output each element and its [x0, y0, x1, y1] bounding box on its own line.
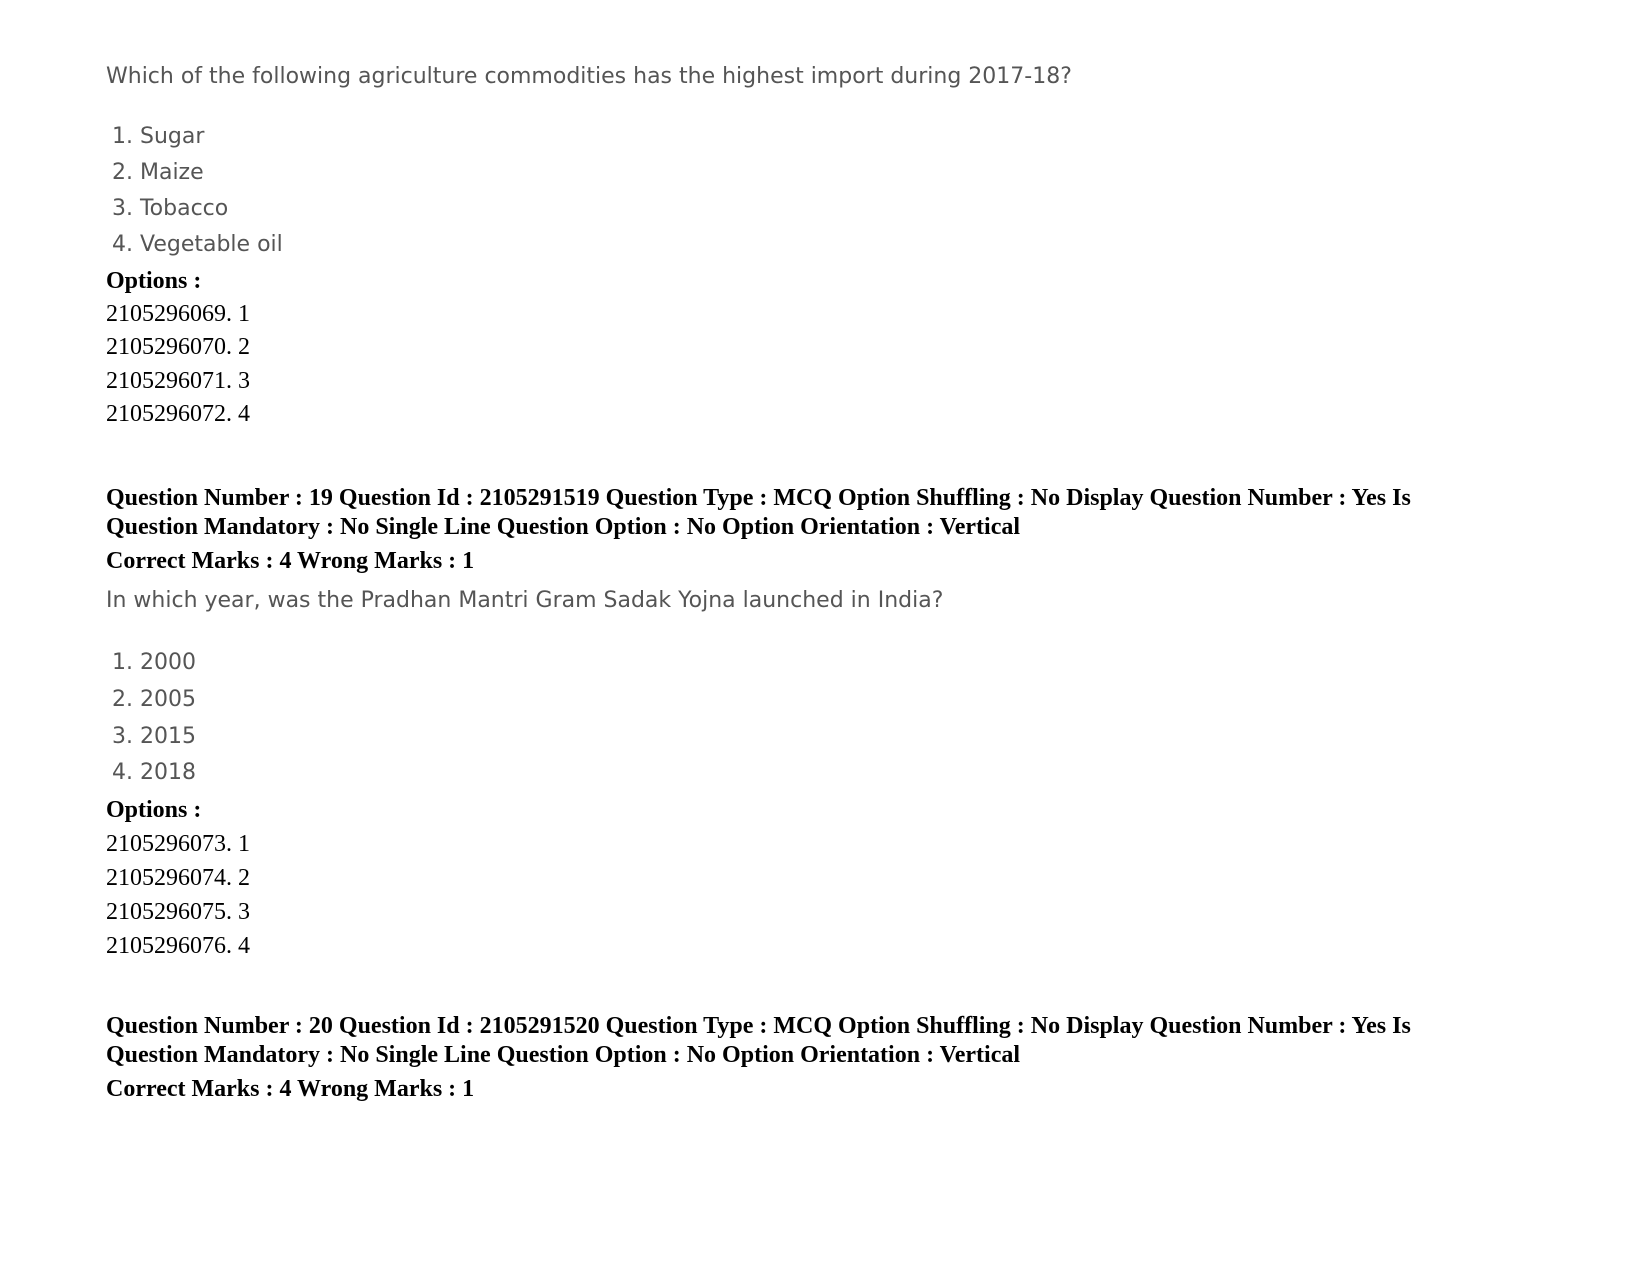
- question-20-meta: Question Number : 20 Question Id : 2105291520 Question Type : MCQ Option Shuffling : No Display Question Number : Yes Is Question Mandatory : No Single Line Question Option : No Option Orientation : Vertical: [106, 1013, 1411, 1068]
- question-18-choice-2: 2. Maize: [112, 160, 204, 185]
- question-18-choice-1: 1. Sugar: [112, 124, 205, 149]
- question-18-option-1: 2105296069. 1: [106, 301, 250, 327]
- question-19-option-1: 2105296073. 1: [106, 831, 250, 857]
- question-19-option-4: 2105296076. 4: [106, 933, 250, 959]
- question-19-choice-2: 2. 2005: [112, 687, 196, 712]
- question-19-options-heading: Options :: [106, 797, 202, 823]
- question-18-choice-3: 3. Tobacco: [112, 196, 229, 221]
- question-19-meta: Question Number : 19 Question Id : 2105291519 Question Type : MCQ Option Shuffling : No Display Question Number : Yes Is Question Mandatory : No Single Line Question Option : No Option Orientation : Vertical: [106, 485, 1411, 540]
- question-20-marks: Correct Marks : 4 Wrong Marks : 1: [106, 1076, 475, 1102]
- question-19-option-2: 2105296074. 2: [106, 865, 250, 891]
- question-18-option-3: 2105296071. 3: [106, 368, 250, 394]
- question-19-option-3: 2105296075. 3: [106, 899, 250, 925]
- question-19-marks: Correct Marks : 4 Wrong Marks : 1: [106, 548, 475, 574]
- question-19-choice-4: 4. 2018: [112, 760, 196, 785]
- question-19-choice-1: 1. 2000: [112, 650, 196, 675]
- question-18-option-4: 2105296072. 4: [106, 401, 250, 427]
- question-19-stem: In which year, was the Pradhan Mantri Gram Sadak Yojna launched in India?: [106, 588, 944, 613]
- question-18-stem: Which of the following agriculture commodities has the highest import during 2017-18?: [106, 64, 1072, 89]
- question-19-choice-3: 3. 2015: [112, 724, 196, 749]
- question-18-options-heading: Options :: [106, 268, 202, 294]
- question-18-choice-4: 4. Vegetable oil: [112, 232, 283, 257]
- question-18-option-2: 2105296070. 2: [106, 334, 250, 360]
